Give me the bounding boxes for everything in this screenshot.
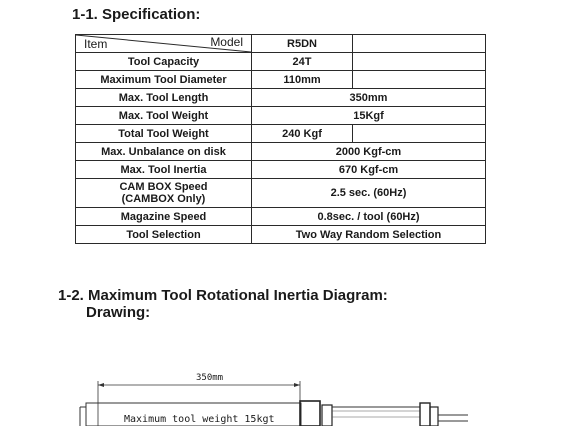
spec-value: 350mm (252, 89, 486, 107)
tool-weight-note: Maximum tool weight 15kgt (124, 414, 275, 425)
spec-label: Max. Tool Length (76, 89, 252, 107)
table-row (76, 89, 486, 107)
spec-value: 2.5 sec. (60Hz) (252, 179, 486, 208)
table-row (76, 226, 486, 244)
spec-label: Maximum Tool Diameter (76, 71, 252, 89)
table-row (76, 53, 486, 71)
spec-empty-cell (353, 125, 486, 143)
spec-empty-cell (353, 71, 486, 89)
spec-value: 0.8sec. / tool (60Hz) (252, 208, 486, 226)
drawing-subtitle: Drawing: (86, 304, 151, 321)
spec-label: Tool Selection (76, 226, 252, 244)
spec-value: 670 Kgf-cm (252, 161, 486, 179)
tool-length-dimension: 350mm (196, 373, 224, 383)
tool-flange (420, 403, 430, 426)
spec-value: 2000 Kgf-cm (252, 143, 486, 161)
spec-label: Total Tool Weight (76, 125, 252, 143)
header-model-label: Model (210, 35, 243, 49)
spec-value: Two Way Random Selection (252, 226, 486, 244)
spec-label: Max. Tool Inertia (76, 161, 252, 179)
table-row (76, 208, 486, 226)
header-model-value: R5DN (252, 35, 353, 53)
spec-label: Tool Capacity (76, 53, 252, 71)
spec-value: 15Kgf (252, 107, 486, 125)
section-title-specification: 1-1. Specification: (72, 6, 201, 23)
spec-value: 240 Kgf (252, 125, 353, 143)
table-header-row (76, 35, 486, 53)
spec-empty-cell (353, 53, 486, 71)
spec-label: Max. Unbalance on disk (76, 143, 252, 161)
spec-label: Magazine Speed (76, 208, 252, 226)
inertia-diagram-title: 1-2. Maximum Tool Rotational Inertia Diagram: (58, 287, 388, 304)
tool-holder (300, 401, 320, 426)
spec-label: CAM BOX Speed (CAMBOX Only) (76, 179, 252, 208)
table-row (76, 179, 486, 208)
table-row (76, 125, 486, 143)
table-row (76, 107, 486, 125)
table-row (76, 71, 486, 89)
spec-value: 24T (252, 53, 353, 71)
table-row (76, 161, 486, 179)
spec-value: 110mm (252, 71, 353, 89)
specification-table (75, 34, 486, 244)
dimension-arrow-right (294, 383, 300, 387)
dimension-arrow-left (98, 383, 104, 387)
tool-drawing (0, 365, 568, 426)
header-item-model-cell (76, 35, 252, 53)
header-item-label: Item (84, 37, 108, 51)
table-row (76, 143, 486, 161)
section-title-inertia-diagram (58, 287, 388, 321)
spec-label: Max. Tool Weight (76, 107, 252, 125)
header-empty-cell (353, 35, 486, 53)
